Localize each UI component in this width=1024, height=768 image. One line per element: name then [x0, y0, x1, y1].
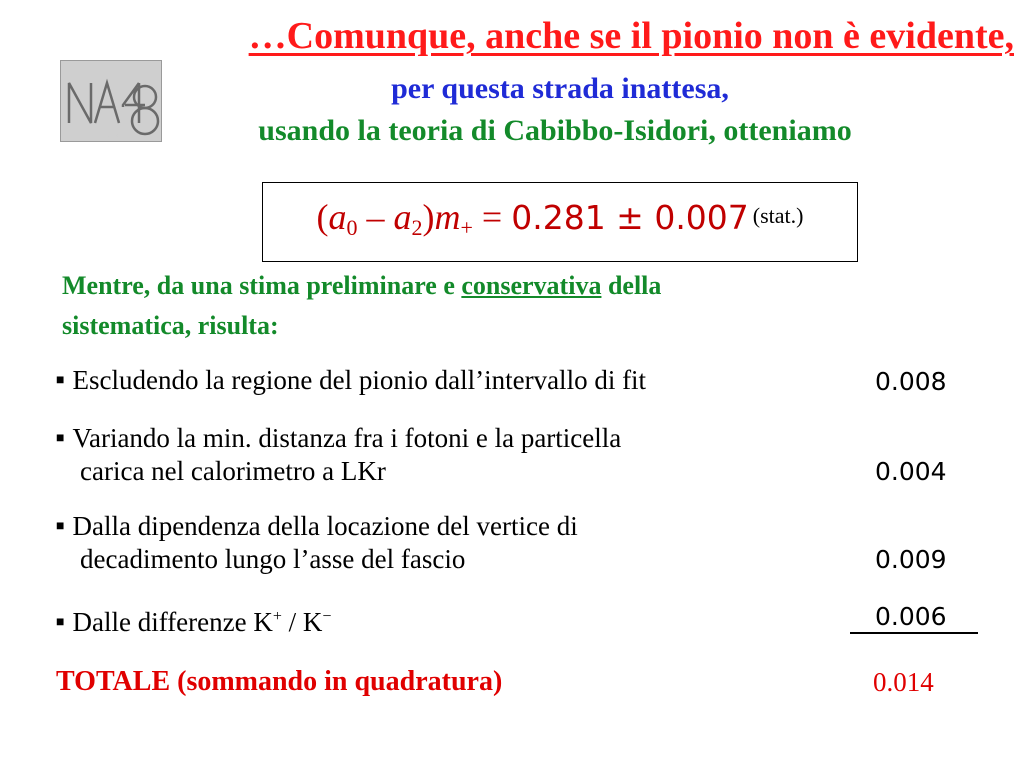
systematics-intro	[62, 266, 882, 346]
square-bullet-icon: ■	[56, 373, 65, 388]
formula-sub-2: 2	[411, 215, 423, 240]
item-text: Dalle differenze K	[72, 607, 273, 637]
list-item	[56, 422, 856, 487]
intro-text-b: della	[601, 271, 662, 300]
item-text-mid: / K	[281, 607, 323, 637]
formula-m: m	[434, 197, 461, 237]
list-item	[56, 364, 856, 397]
intro-line-1	[62, 266, 882, 306]
formula-a2: a	[393, 197, 412, 237]
formula-sub-0: 0	[346, 215, 358, 240]
formula-a0: a	[328, 197, 347, 237]
formula-value: 0.281 ± 0.007	[511, 198, 749, 237]
item-sup-minus: −	[322, 608, 332, 625]
item-value: 0.009	[875, 545, 947, 574]
intro-line-2: sistematica, risulta:	[62, 311, 279, 340]
formula-stat-label: (stat.)	[752, 203, 804, 228]
square-bullet-icon: ■	[56, 519, 65, 534]
svg-text:NA48: NA48	[103, 133, 119, 139]
list-item	[56, 510, 856, 575]
item-text: Dalla dipendenza della locazione del vertice di	[72, 511, 578, 541]
total-value: 0.014	[873, 667, 934, 697]
item-text: Variando la min. distanza fra i fotoni e la particella	[72, 423, 622, 453]
square-bullet-icon: ■	[56, 615, 65, 630]
title-line-2-text: per questa strada inattesa	[391, 72, 722, 105]
formula-paren-open: (	[316, 197, 329, 237]
title-line-1: …Comunque, anche se il pionio non è evidente,	[248, 15, 1014, 57]
list-item	[56, 601, 856, 639]
item-sup-plus: +	[272, 608, 282, 625]
formula-equals: =	[472, 197, 512, 237]
intro-text-a: Mentre, da una stima preliminare e	[62, 271, 462, 300]
title-line-3: usando la teoria di Cabibbo-Isidori, otteniamo	[258, 114, 852, 147]
item-value: 0.008	[875, 367, 947, 396]
formula-paren-close: )	[422, 197, 435, 237]
title-line-2	[0, 70, 1024, 108]
formula-sub-plus: +	[460, 215, 473, 240]
item-value: 0.004	[875, 457, 947, 486]
square-bullet-icon: ■	[56, 431, 65, 446]
intro-underlined-word: conservativa	[461, 271, 602, 300]
total-label: TOTALE (sommando in quadratura)	[56, 666, 503, 697]
item-text-continued: carica nel calorimetro a LKr	[80, 456, 386, 486]
sum-rule-line	[850, 632, 978, 634]
item-text-continued: decadimento lungo l’asse del fascio	[80, 544, 466, 574]
formula-minus: –	[357, 197, 394, 237]
title-line-2-comma: ,	[721, 72, 729, 105]
item-value: 0.006	[875, 602, 947, 631]
result-formula-box	[262, 182, 858, 262]
item-text: Escludendo la regione del pionio dall’intervallo di fit	[72, 365, 647, 395]
result-formula	[316, 196, 803, 248]
